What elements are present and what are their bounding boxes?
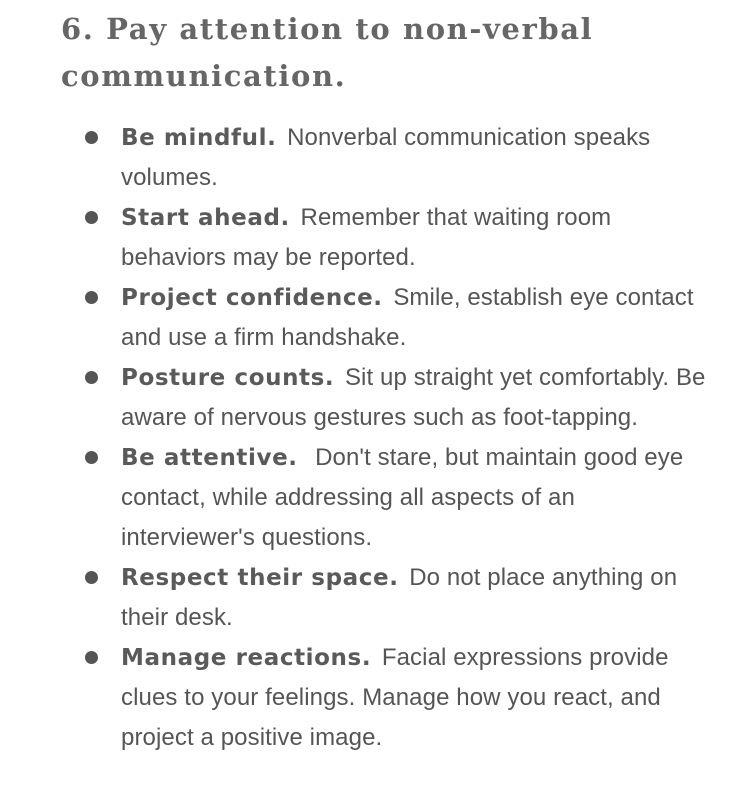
- tip-text: Remember that waiting room behaviors may be reported.: [121, 204, 612, 271]
- tip-item-be-mindful: [0, 118, 750, 198]
- tip-text: Nonverbal communication speaks volumes.: [121, 124, 651, 191]
- bullet-icon: [85, 571, 98, 584]
- tip-text: Sit up straight yet comfortably. Be aware of nervous gestures such as foot-tapping.: [121, 364, 706, 431]
- tip-item-project-confidence: [0, 278, 750, 358]
- bullet-icon: [85, 371, 98, 384]
- tip-text: Smile, establish eye contact and use a firm handshake.: [121, 284, 694, 351]
- tip-item-posture-counts: [0, 358, 750, 438]
- tip-item-manage-reactions: [0, 638, 750, 758]
- tip-item-start-ahead: [0, 198, 750, 278]
- tip-lead: Posture counts.: [121, 365, 335, 391]
- bullet-icon: [85, 291, 98, 304]
- bullet-icon: [85, 131, 98, 144]
- tip-item-be-attentive: [0, 438, 750, 558]
- section-heading: 6. Pay attention to non-verbal communication.: [61, 12, 594, 93]
- tip-lead: Manage reactions.: [121, 645, 372, 671]
- tip-lead: Be mindful.: [121, 125, 277, 151]
- tip-item-respect-their-space: [0, 558, 750, 638]
- tip-lead: Project confidence.: [121, 285, 383, 311]
- bullet-icon: [85, 451, 98, 464]
- tip-lead: Respect their space.: [121, 565, 399, 591]
- bullet-icon: [85, 651, 98, 664]
- tip-lead: Start ahead.: [121, 205, 290, 231]
- tip-text: Don't stare, but maintain good eye contact, while addressing all aspects of an interviewer's questions.: [121, 444, 691, 551]
- bullet-icon: [85, 211, 98, 224]
- tip-text: Do not place anything on their desk.: [121, 564, 678, 631]
- tips-list: [0, 118, 750, 758]
- tip-lead: Be attentive.: [121, 445, 298, 471]
- tip-text: Facial expressions provide clues to your feelings. Manage how you react, and project a positive image.: [121, 644, 669, 751]
